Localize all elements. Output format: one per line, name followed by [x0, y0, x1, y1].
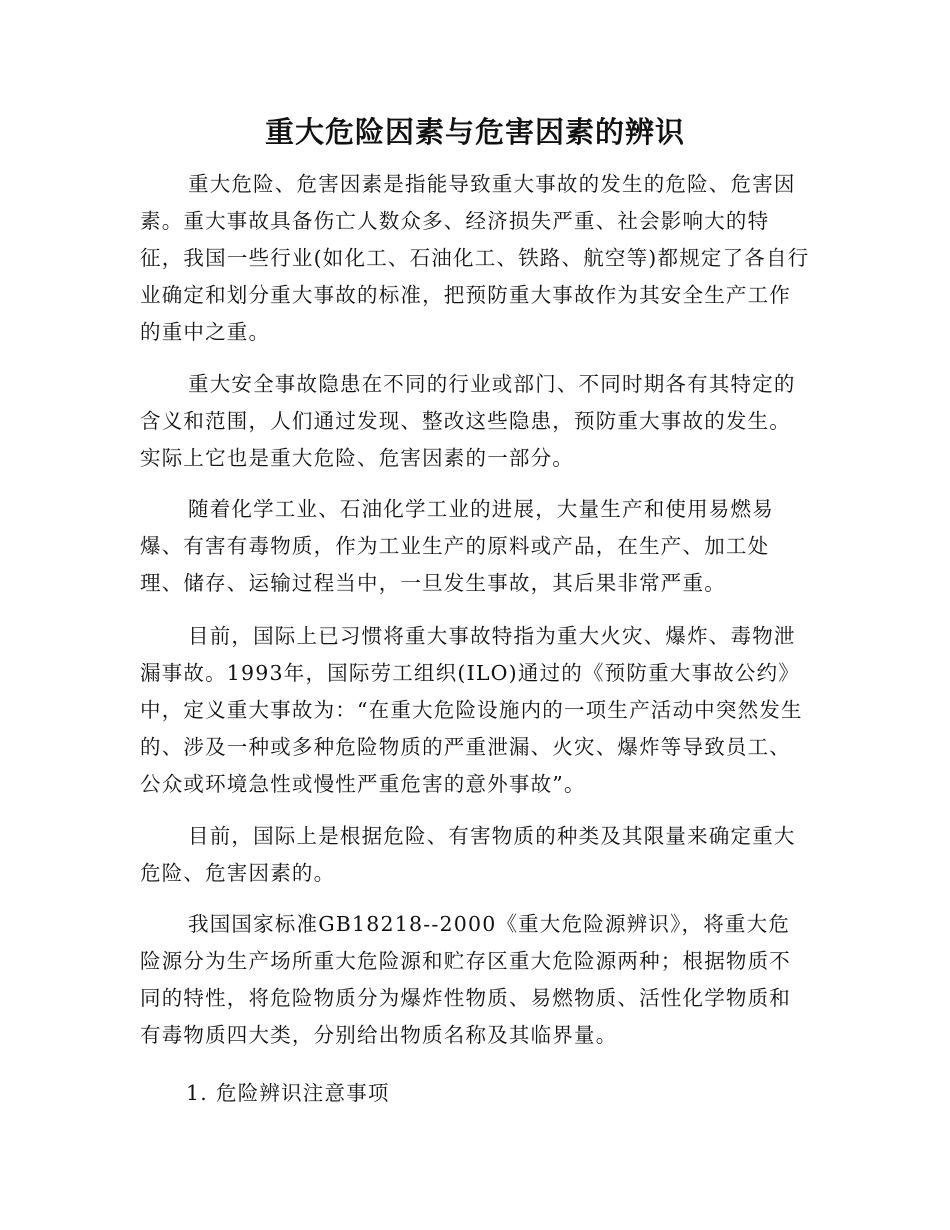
paragraph-national-standard: 我国国家标准GB18218--2000《重大危险源辨识》，将重大危险源分为生产场所重大危险源和贮存区重大危险源两种；根据物质不同的特性，将危险物质分为爆炸性物质、易燃物质、活性化学物质和有毒物质四大类，分别给出物质名称及其临界量。 — [140, 912, 791, 1047]
paragraph-chemical-industry: 随着化学工业、石油化学工业的进展，大量生产和使用易燃易爆、有害有毒物质，作为工业生产的原料或产品，在生产、加工处理、储存、运输过程当中，一旦发生事故，其后果非常严重。 — [140, 497, 774, 595]
paragraph-international-definition: 目前，国际上已习惯将重大事故特指为重大火灾、爆炸、毒物泄漏事故。1993年，国际劳工组织(ILO)通过的《预防重大事故公约》中，定义重大事故为：“在重大危险设施内的一项生产活动中突然发生的、涉及一种或多种危险物质的严重泄漏、火灾、爆炸等导致员工、公众或环境急性或慢性严重危害的意外事故”。 — [140, 624, 803, 796]
paragraph-definition: 重大危险、危害因素是指能导致重大事故的发生的危险、危害因素。重大事故具备伤亡人数众多、经济损失严重、社会影响大的特征，我国一些行业(如化工、石油化工、铁路、航空等)都规定了各自行业确定和划分重大事故的标准，把预防重大事故作为其安全生产工作的重中之重。 — [140, 172, 810, 344]
list-item-number: 1. — [186, 1081, 208, 1105]
document-title: 重大危险因素与危害因素的辨识 — [264, 115, 685, 149]
list-item-text: 危险辨识注意事项 — [216, 1081, 390, 1105]
paragraph-international-basis: 目前，国际上是根据危险、有害物质的种类及其限量来确定重大危险、危害因素的。 — [140, 824, 796, 885]
list-item — [186, 1075, 806, 1112]
paragraph-hidden-hazards: 重大安全事故隐患在不同的行业或部门、不同时期各有其特定的含义和范围，人们通过发现、整改这些隐患，预防重大事故的发生。实际上它也是重大危险、危害因素的一部分。 — [140, 372, 796, 470]
